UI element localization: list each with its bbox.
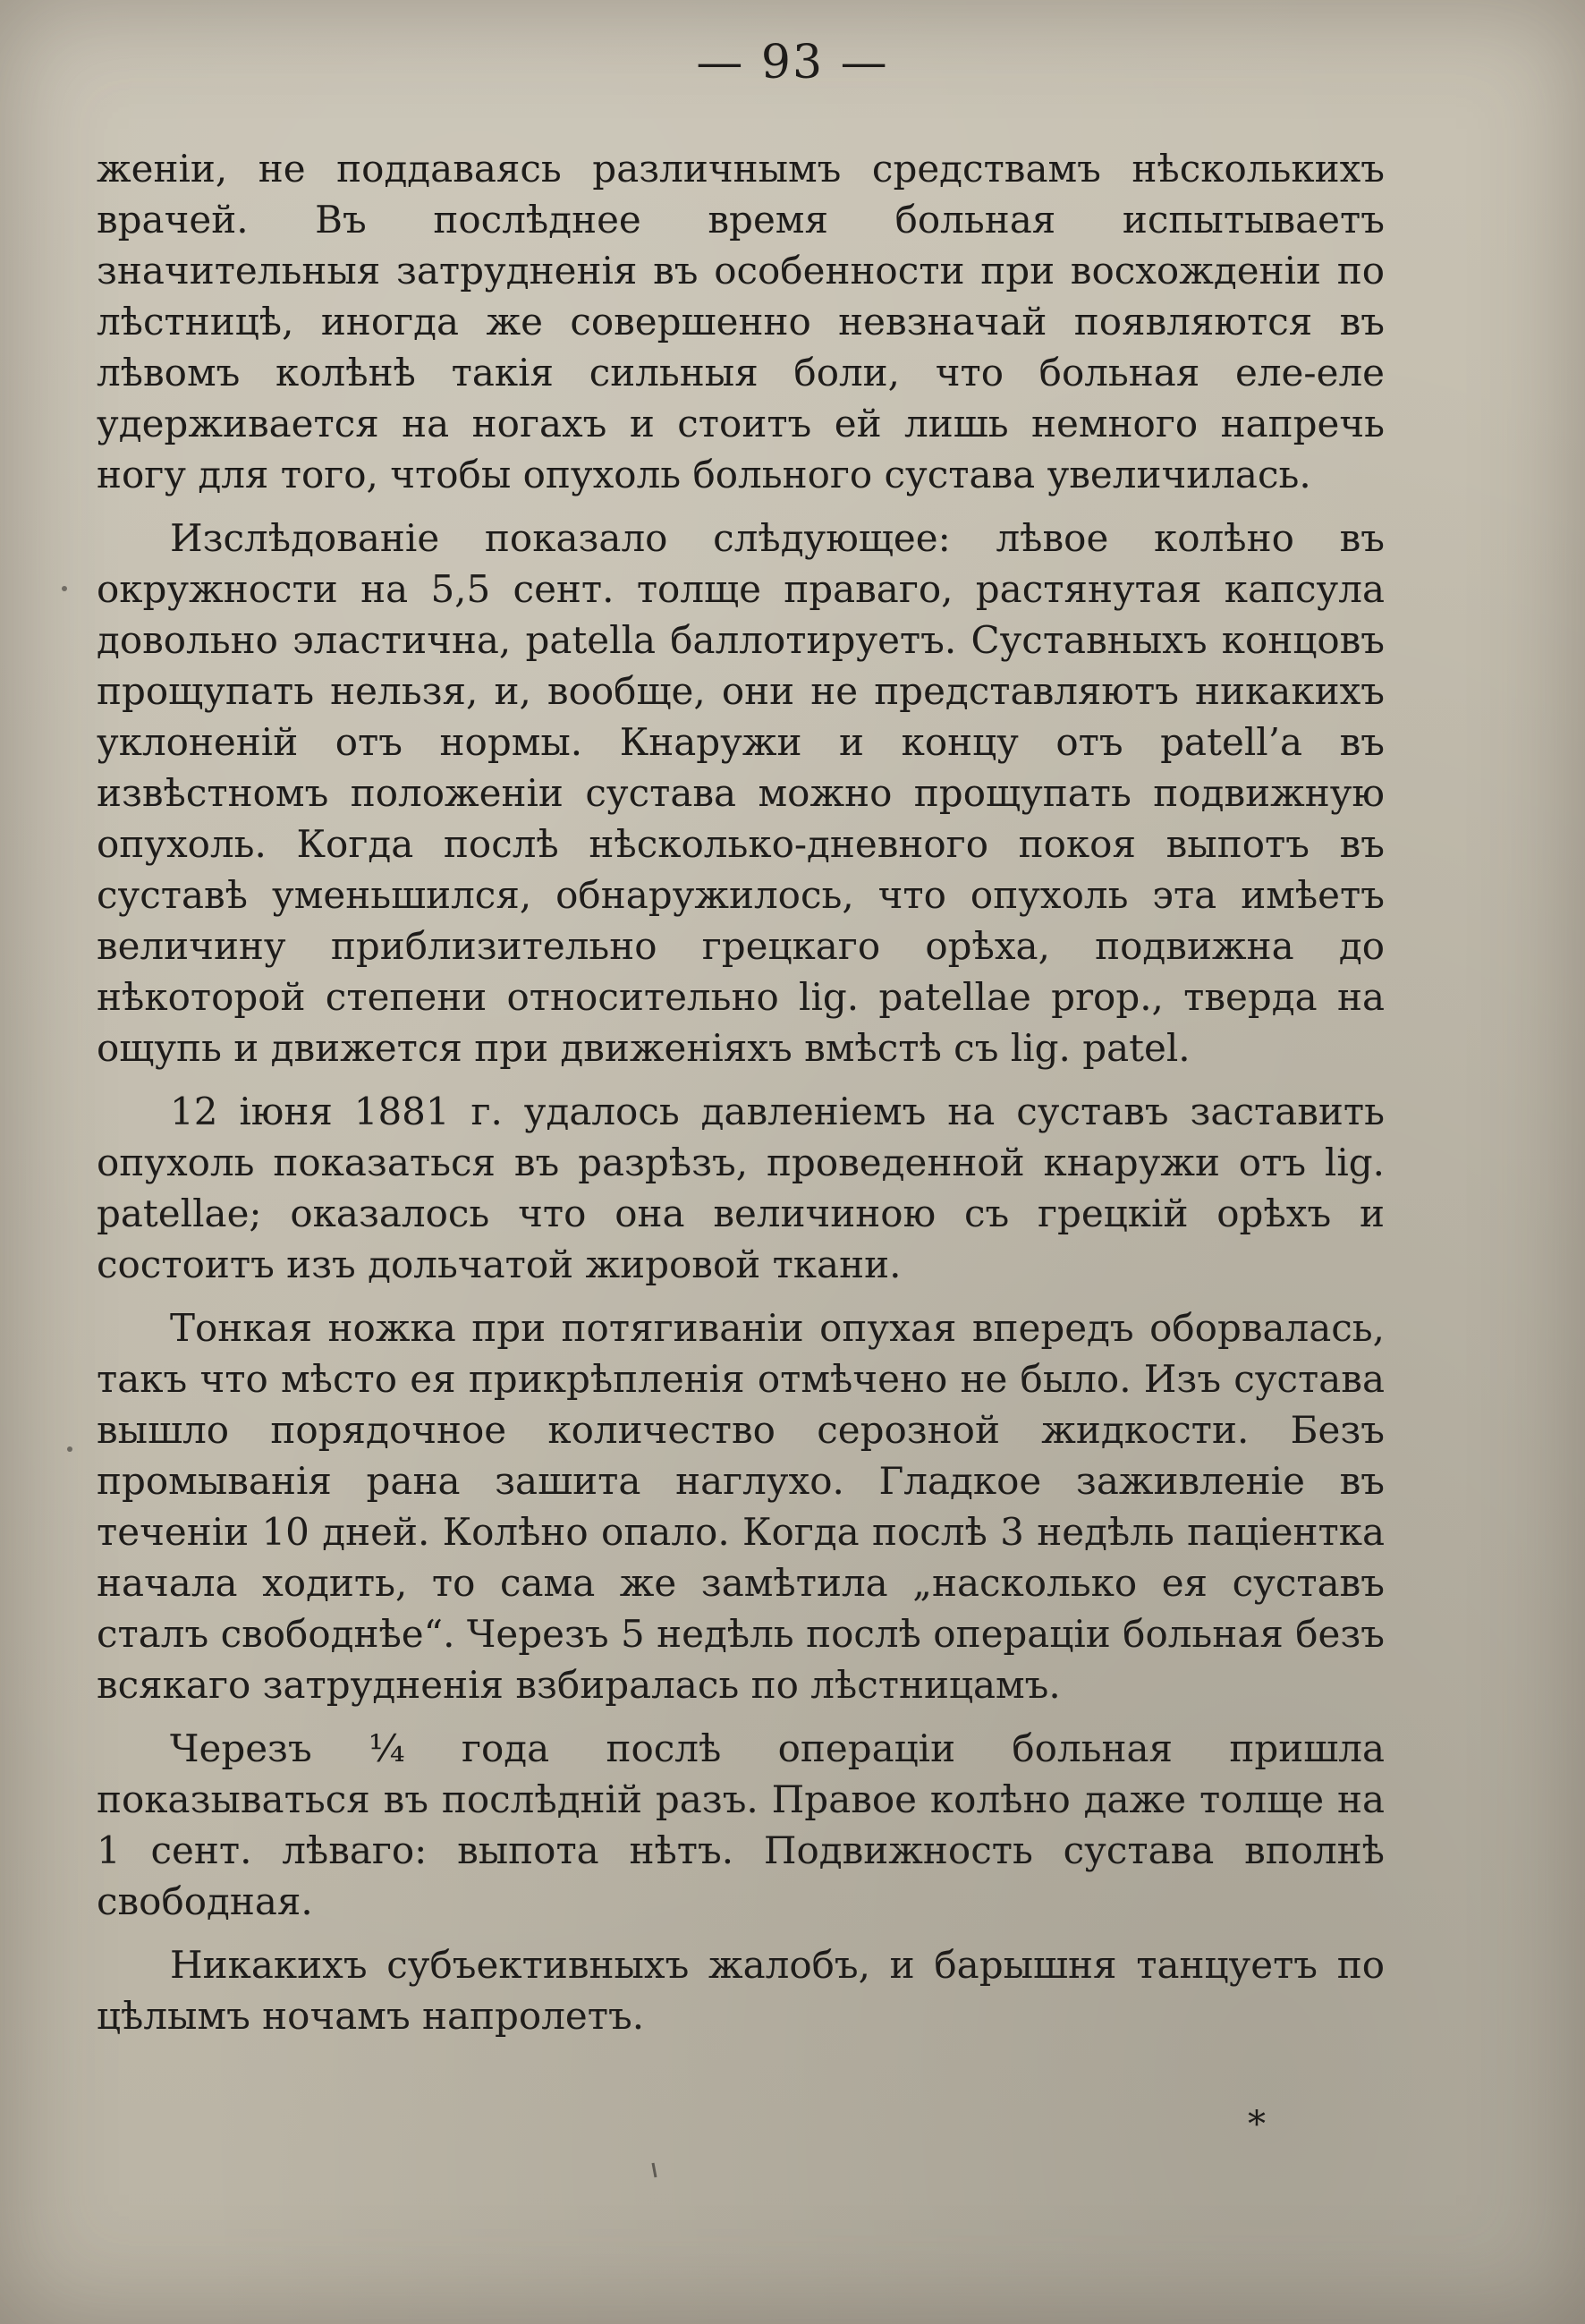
paragraph: 12 іюня 1881 г. удалось давленіемъ на суставъ заставить опухоль показаться въ разрѣзъ, проведенной кнаружи отъ lig. patellae; оказалось что она величиною съ грецкій орѣхъ и состоитъ изъ дольчатой жировой ткани. <box>97 1090 1385 1286</box>
page-number-header: — 93 — <box>696 36 889 89</box>
paragraph: Никакихъ субъективныхъ жалобъ, и барышня танцуетъ по цѣлымъ ночамъ напролетъ. <box>97 1943 1385 2038</box>
paragraph: женіи, не поддаваясь различнымъ средствамъ нѣсколькихъ врачей. Въ послѣднее время больная испытываетъ значительныя затрудненія въ особенности при восхожденіи по лѣстницѣ, иногда же совершенно невзначай появляются въ лѣвомъ колѣнѣ такія сильныя боли, что больная еле-еле удерживается на ногахъ и стоитъ ей лишь немного напречь ногу для того, чтобы опухоль больного сустава увеличилась. <box>97 147 1385 496</box>
footer-asterisk: * <box>1248 2104 1266 2145</box>
speck <box>62 586 67 591</box>
page-body-text <box>97 143 1385 2054</box>
speck <box>653 2163 656 2177</box>
paragraph: Изслѣдованіе показало слѣдующее: лѣвое колѣно въ окружности на 5,5 сент. толще праваго, растянутая капсула довольно эластична, patella баллотируетъ. Суставныхъ концовъ прощупать нельзя, и, вообще, они не представляютъ никакихъ уклоненій отъ нормы. Кнаружи и концу отъ patell’а въ извѣстномъ положеніи сустава можно прощупать подвижную опухоль. Когда послѣ нѣсколько-дневного покоя выпотъ въ суставѣ уменьшился, обнаружилось, что опухоль эта имѣетъ величину приблизительно грецкаго орѣха, подвижна до нѣкоторой степени относительно lig. patellae prop., тверда на ощупь и движется при движеніяхъ вмѣстѣ съ lig. patel. <box>97 516 1385 1070</box>
paragraph: Черезъ ¼ года послѣ операціи больная пришла показываться въ послѣдній разъ. Правое колѣно даже толще на 1 сент. лѣваго: выпота нѣтъ. Подвижность сустава вполнѣ свободная. <box>97 1726 1385 1923</box>
paragraph: Тонкая ножка при потягиваніи опухая впередъ оборвалась, такъ что мѣсто ея прикрѣпленія отмѣчено не было. Изъ сустава вышло порядочное количество серозной жидкости. Безъ промыванія рана зашита наглухо. Гладкое заживленіе въ теченіи 10 дней. Колѣно опало. Когда послѣ 3 недѣль паціентка начала ходить, то сама же замѣтила „насколько ея суставъ сталъ свободнѣе“. Черезъ 5 недѣль послѣ операціи больная безъ всякаго затрудненія взбиралась по лѣстницамъ. <box>97 1306 1385 1707</box>
speck <box>67 1446 72 1452</box>
